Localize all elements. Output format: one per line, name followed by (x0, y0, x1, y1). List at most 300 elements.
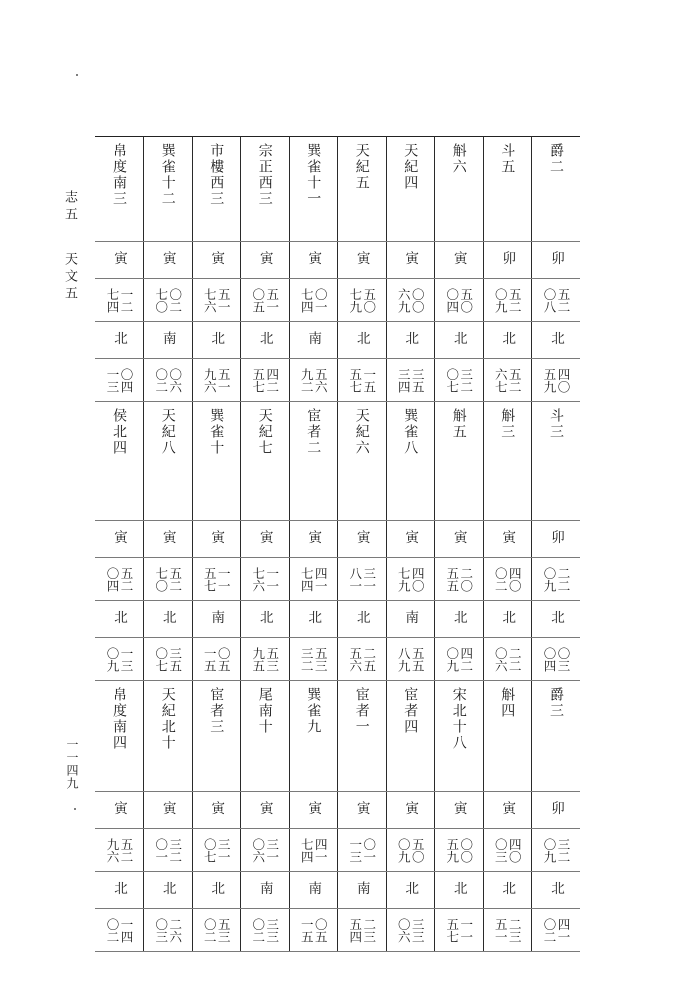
cell-value: 三二〇九 (542, 837, 571, 863)
cell-value: 四二〇九 (444, 646, 474, 672)
table-cell (95, 521, 144, 558)
cell-mark: 南 (305, 331, 322, 346)
table-cell (192, 872, 241, 909)
cell-value: 四〇五九 (542, 367, 571, 393)
cell-mark: 北 (353, 331, 370, 346)
table-cell (144, 359, 193, 402)
table-cell (144, 137, 193, 242)
cell-value: 五三九五 (250, 646, 280, 672)
cell-mark: 北 (548, 881, 564, 896)
table-cell (289, 558, 338, 601)
table-cell (192, 558, 241, 601)
table-cell (241, 521, 290, 558)
star-name: 斛六 (450, 143, 467, 175)
cell-value: 〇三〇四 (542, 646, 571, 672)
cell-value: 〇五一五 (202, 646, 232, 672)
table-cell (435, 558, 484, 601)
table-cell (532, 402, 581, 521)
table-cell (241, 279, 290, 322)
cell-mark: 北 (111, 881, 127, 896)
table-cell (532, 359, 581, 402)
table-cell (289, 242, 338, 279)
table-cell (95, 638, 144, 681)
cell-mark: 北 (450, 610, 467, 625)
cell-mark: 卯 (499, 251, 516, 266)
table-cell (289, 909, 338, 952)
table-cell (144, 829, 193, 872)
table-cell (386, 359, 435, 402)
star-name: 爵三 (548, 687, 564, 719)
cell-mark: 北 (402, 881, 419, 896)
table-cell (435, 279, 484, 322)
table-cell (144, 909, 193, 952)
cell-value: 一一五七 (202, 566, 232, 592)
cell-mark: 北 (499, 610, 516, 625)
cell-mark: 寅 (305, 530, 322, 545)
table-cell (435, 681, 484, 792)
table-cell (192, 402, 241, 521)
cell-mark: 北 (305, 610, 322, 625)
cell-value: 五五八九 (396, 646, 426, 672)
cell-value: 四一七四 (299, 566, 329, 592)
cell-mark: 南 (159, 331, 176, 346)
cell-mark: 北 (256, 610, 273, 625)
table-cell (435, 601, 484, 638)
cell-value: 〇四一三 (105, 367, 134, 393)
cell-value: 三五〇七 (153, 646, 183, 672)
table-cell (435, 359, 484, 402)
star-table (95, 136, 580, 952)
table-cell (338, 909, 387, 952)
cell-value: 一四〇二 (105, 917, 134, 943)
cell-value: 三三〇六 (396, 917, 426, 943)
star-name: 天紀七 (256, 408, 273, 456)
table-cell (483, 829, 532, 872)
cell-value: 二六〇三 (153, 917, 183, 943)
value-row-b (95, 909, 580, 952)
table-cell (386, 601, 435, 638)
table-cell (241, 402, 290, 521)
cell-mark: 寅 (256, 251, 273, 266)
cell-mark: 北 (450, 331, 467, 346)
cell-value: 二〇五五 (444, 566, 474, 592)
table-cell (483, 137, 532, 242)
cell-mark: 寅 (353, 801, 370, 816)
star-name: 帛度南三 (111, 143, 127, 207)
table-cell (386, 792, 435, 829)
star-name: 天紀六 (353, 408, 370, 456)
table-cell (435, 402, 484, 521)
table-cell (192, 242, 241, 279)
cell-value: 一三〇九 (105, 646, 134, 672)
star-name-row (95, 137, 580, 242)
branch-row (95, 521, 580, 558)
star-name: 斗三 (548, 408, 564, 440)
table-cell (144, 601, 193, 638)
table-cell (483, 242, 532, 279)
cell-value: 五二九六 (105, 837, 134, 863)
table-cell (386, 829, 435, 872)
table-cell (192, 601, 241, 638)
cell-value: 〇五一五 (299, 917, 329, 943)
table-cell (289, 279, 338, 322)
star-name: 宦者三 (208, 687, 225, 735)
table-cell (386, 402, 435, 521)
table-cell (241, 558, 290, 601)
cell-value: 四一七四 (299, 837, 329, 863)
star-name: 爵二 (548, 143, 564, 175)
table-cell (338, 279, 387, 322)
cell-value: 三五三四 (396, 367, 426, 393)
cell-value: 二三五四 (347, 917, 377, 943)
table-cell (289, 638, 338, 681)
cell-value: 三一八一 (347, 566, 377, 592)
table-cell (338, 601, 387, 638)
table-cell (144, 792, 193, 829)
table-cell (95, 279, 144, 322)
table-cell (95, 402, 144, 521)
table-cell (95, 242, 144, 279)
table-cell (289, 402, 338, 521)
table-cell (483, 402, 532, 521)
cell-mark: 寅 (159, 530, 176, 545)
table-cell (192, 829, 241, 872)
table-cell (483, 601, 532, 638)
table-cell (95, 872, 144, 909)
cell-mark: 南 (305, 881, 322, 896)
table-cell (435, 242, 484, 279)
table-cell (95, 137, 144, 242)
cell-value: 三一〇七 (202, 837, 232, 863)
cell-value: 二二〇六 (493, 646, 523, 672)
value-row-b (95, 359, 580, 402)
cell-mark: 寅 (305, 801, 322, 816)
star-name: 巽雀八 (402, 408, 419, 456)
table-cell (95, 601, 144, 638)
cell-mark: 南 (353, 881, 370, 896)
cell-value: 三一〇六 (250, 837, 280, 863)
table-cell (532, 872, 581, 909)
star-name: 宦者一 (353, 687, 370, 735)
table-cell (435, 137, 484, 242)
cell-value: 四〇〇二 (493, 566, 523, 592)
table-cell (386, 681, 435, 792)
table-cell (483, 279, 532, 322)
table-cell (532, 681, 581, 792)
table-cell (338, 681, 387, 792)
star-name-row (95, 402, 580, 521)
table-cell (289, 681, 338, 792)
cell-mark: 北 (208, 881, 225, 896)
scan-speck (76, 74, 78, 76)
cell-value: 四〇〇三 (493, 837, 523, 863)
star-name: 斛五 (450, 408, 467, 440)
table-cell (144, 242, 193, 279)
table-cell (289, 137, 338, 242)
page-number: 一一四九 (65, 738, 79, 790)
table-cell (532, 792, 581, 829)
table-cell (532, 601, 581, 638)
table-cell (386, 521, 435, 558)
table-cell (435, 792, 484, 829)
table-cell (338, 638, 387, 681)
star-name: 市樓西三 (208, 143, 225, 207)
table-cell (338, 829, 387, 872)
table-cell (435, 909, 484, 952)
table-cell (338, 872, 387, 909)
table-cell (95, 558, 144, 601)
table-cell (532, 829, 581, 872)
cell-mark: 北 (548, 610, 564, 625)
cell-value: 五三三二 (299, 646, 329, 672)
cell-value: 四一〇二 (542, 917, 571, 943)
table-cell (483, 681, 532, 792)
cell-value: 五二〇九 (493, 287, 523, 313)
table-cell (241, 909, 290, 952)
table-cell (338, 558, 387, 601)
branch-row (95, 792, 580, 829)
table-cell (483, 792, 532, 829)
table-cell (386, 558, 435, 601)
cell-mark: 寅 (305, 251, 322, 266)
table-cell (192, 137, 241, 242)
table-cell (532, 558, 581, 601)
table-cell (483, 558, 532, 601)
cell-value: 〇六〇二 (153, 367, 183, 393)
table-cell (192, 681, 241, 792)
star-name: 斛四 (499, 687, 516, 719)
cell-mark: 南 (256, 881, 273, 896)
table-cell (338, 137, 387, 242)
cell-mark: 北 (111, 610, 127, 625)
cell-mark: 寅 (111, 530, 127, 545)
table-cell (483, 359, 532, 402)
star-name: 侯北四 (111, 408, 127, 456)
value-row-a (95, 279, 580, 322)
star-name: 宦者四 (402, 687, 419, 735)
cell-value: 五一七六 (202, 287, 232, 313)
cell-mark: 寅 (208, 801, 225, 816)
section-label: 天文五 (62, 252, 77, 303)
table-cell (241, 681, 290, 792)
cell-value: 一五五七 (347, 367, 377, 393)
table-cell (95, 909, 144, 952)
cell-mark: 寅 (159, 251, 176, 266)
cell-value: 二三五一 (493, 917, 523, 943)
table-cell (532, 638, 581, 681)
table-cell (95, 829, 144, 872)
table-cell (241, 137, 290, 242)
table-cell (144, 322, 193, 359)
cell-mark: 寅 (450, 251, 467, 266)
volume-label: 志五 (62, 190, 77, 224)
table-cell (289, 601, 338, 638)
table-cell (532, 521, 581, 558)
table-cell (338, 359, 387, 402)
table-cell (338, 521, 387, 558)
table-cell (241, 638, 290, 681)
table-cell (532, 242, 581, 279)
cell-value: 〇二七〇 (153, 287, 183, 313)
cell-mark: 北 (208, 331, 225, 346)
cell-mark: 北 (159, 610, 176, 625)
cell-mark: 北 (111, 331, 127, 346)
scan-speck (74, 808, 76, 810)
cell-mark: 北 (402, 331, 419, 346)
cell-value: 五三〇二 (202, 917, 232, 943)
star-name: 巽雀十一 (305, 143, 322, 207)
cell-mark: 寅 (111, 251, 127, 266)
star-name: 宗正西三 (256, 143, 273, 207)
table-cell (241, 601, 290, 638)
table-cell (338, 242, 387, 279)
table-cell (241, 242, 290, 279)
table-cell (144, 638, 193, 681)
star-name: 斗五 (499, 143, 516, 175)
table-cell (483, 638, 532, 681)
cell-mark: 卯 (548, 530, 564, 545)
cell-mark: 寅 (450, 801, 467, 816)
cell-value: 五二〇八 (542, 287, 571, 313)
star-name: 巽雀九 (305, 687, 322, 735)
star-name-row (95, 681, 580, 792)
table-cell (144, 279, 193, 322)
cell-mark: 卯 (548, 251, 564, 266)
table-cell (532, 909, 581, 952)
cell-mark: 寅 (450, 530, 467, 545)
table-cell (289, 521, 338, 558)
cell-mark: 北 (548, 331, 564, 346)
cell-mark: 寅 (402, 530, 419, 545)
table-cell (435, 872, 484, 909)
star-name: 巽雀十二 (159, 143, 176, 207)
cell-value: 〇〇六九 (396, 287, 426, 313)
cell-value: 二二〇九 (542, 566, 571, 592)
star-name: 巽雀十 (208, 408, 225, 456)
star-name: 宋北十八 (450, 687, 467, 751)
table-cell (192, 521, 241, 558)
cell-mark: 寅 (111, 801, 127, 816)
table-cell (192, 909, 241, 952)
table-cell (241, 322, 290, 359)
cell-mark: 北 (499, 331, 516, 346)
table-cell (483, 322, 532, 359)
table-cell (338, 322, 387, 359)
cell-mark: 北 (256, 331, 273, 346)
table-cell (386, 872, 435, 909)
table-cell (386, 909, 435, 952)
cell-value: 五〇七九 (347, 287, 377, 313)
cell-mark: 北 (450, 881, 467, 896)
cell-value: 四〇七九 (396, 566, 426, 592)
table-cell (435, 638, 484, 681)
table-cell (192, 279, 241, 322)
table-cell (532, 279, 581, 322)
cell-value: 〇一七四 (299, 287, 329, 313)
cell-value: 一一五七 (444, 917, 474, 943)
table-cell (289, 359, 338, 402)
table-cell (338, 402, 387, 521)
value-row-a (95, 558, 580, 601)
table-cell (483, 521, 532, 558)
table-cell (241, 792, 290, 829)
cell-value: 一一七六 (250, 566, 280, 592)
cell-value: 三三〇二 (250, 917, 280, 943)
table-cell (386, 638, 435, 681)
cell-value: 五〇〇九 (396, 837, 426, 863)
cell-value: 一二七四 (105, 287, 134, 313)
cell-value: 三二〇一 (153, 837, 183, 863)
table-cell (241, 872, 290, 909)
star-name: 尾南十 (256, 687, 273, 735)
cell-mark: 寅 (499, 801, 516, 816)
cell-mark: 寅 (159, 801, 176, 816)
table-cell (483, 909, 532, 952)
cell-mark: 寅 (353, 530, 370, 545)
cell-mark: 寅 (402, 251, 419, 266)
table-cell (386, 137, 435, 242)
cell-value: 四二五七 (250, 367, 280, 393)
cell-mark: 寅 (402, 801, 419, 816)
table-cell (192, 322, 241, 359)
table-cell (435, 829, 484, 872)
cell-mark: 寅 (353, 251, 370, 266)
table-cell (95, 322, 144, 359)
table-cell (192, 638, 241, 681)
table-cell (192, 359, 241, 402)
star-name: 天紀北十 (159, 687, 176, 751)
star-name: 天紀四 (402, 143, 419, 191)
value-row-b (95, 638, 580, 681)
direction-row (95, 872, 580, 909)
cell-value: 〇〇五九 (444, 837, 474, 863)
cell-value: 五二〇四 (105, 566, 134, 592)
branch-row (95, 242, 580, 279)
cell-mark: 寅 (499, 530, 516, 545)
cell-mark: 寅 (208, 530, 225, 545)
table-cell (532, 322, 581, 359)
cell-mark: 寅 (208, 251, 225, 266)
cell-mark: 南 (208, 610, 225, 625)
table-cell (532, 137, 581, 242)
table-cell (144, 681, 193, 792)
star-name: 天紀八 (159, 408, 176, 456)
table-cell (435, 322, 484, 359)
table-cell (386, 279, 435, 322)
table-cell (435, 521, 484, 558)
cell-value: 五二六七 (493, 367, 523, 393)
cell-mark: 北 (499, 881, 516, 896)
star-name: 天紀五 (353, 143, 370, 191)
table-cell (386, 322, 435, 359)
table-cell (386, 242, 435, 279)
table-cell (289, 792, 338, 829)
table-cell (483, 872, 532, 909)
cell-value: 五〇〇四 (444, 287, 474, 313)
table-cell (144, 872, 193, 909)
table-cell (144, 402, 193, 521)
cell-mark: 北 (353, 610, 370, 625)
cell-value: 三二〇七 (444, 367, 474, 393)
table-cell (95, 359, 144, 402)
value-row-a (95, 829, 580, 872)
table-cell (241, 829, 290, 872)
table-cell (144, 558, 193, 601)
star-name: 斛三 (499, 408, 516, 440)
table-cell (144, 521, 193, 558)
cell-value: 五一九六 (202, 367, 232, 393)
table-cell (289, 829, 338, 872)
